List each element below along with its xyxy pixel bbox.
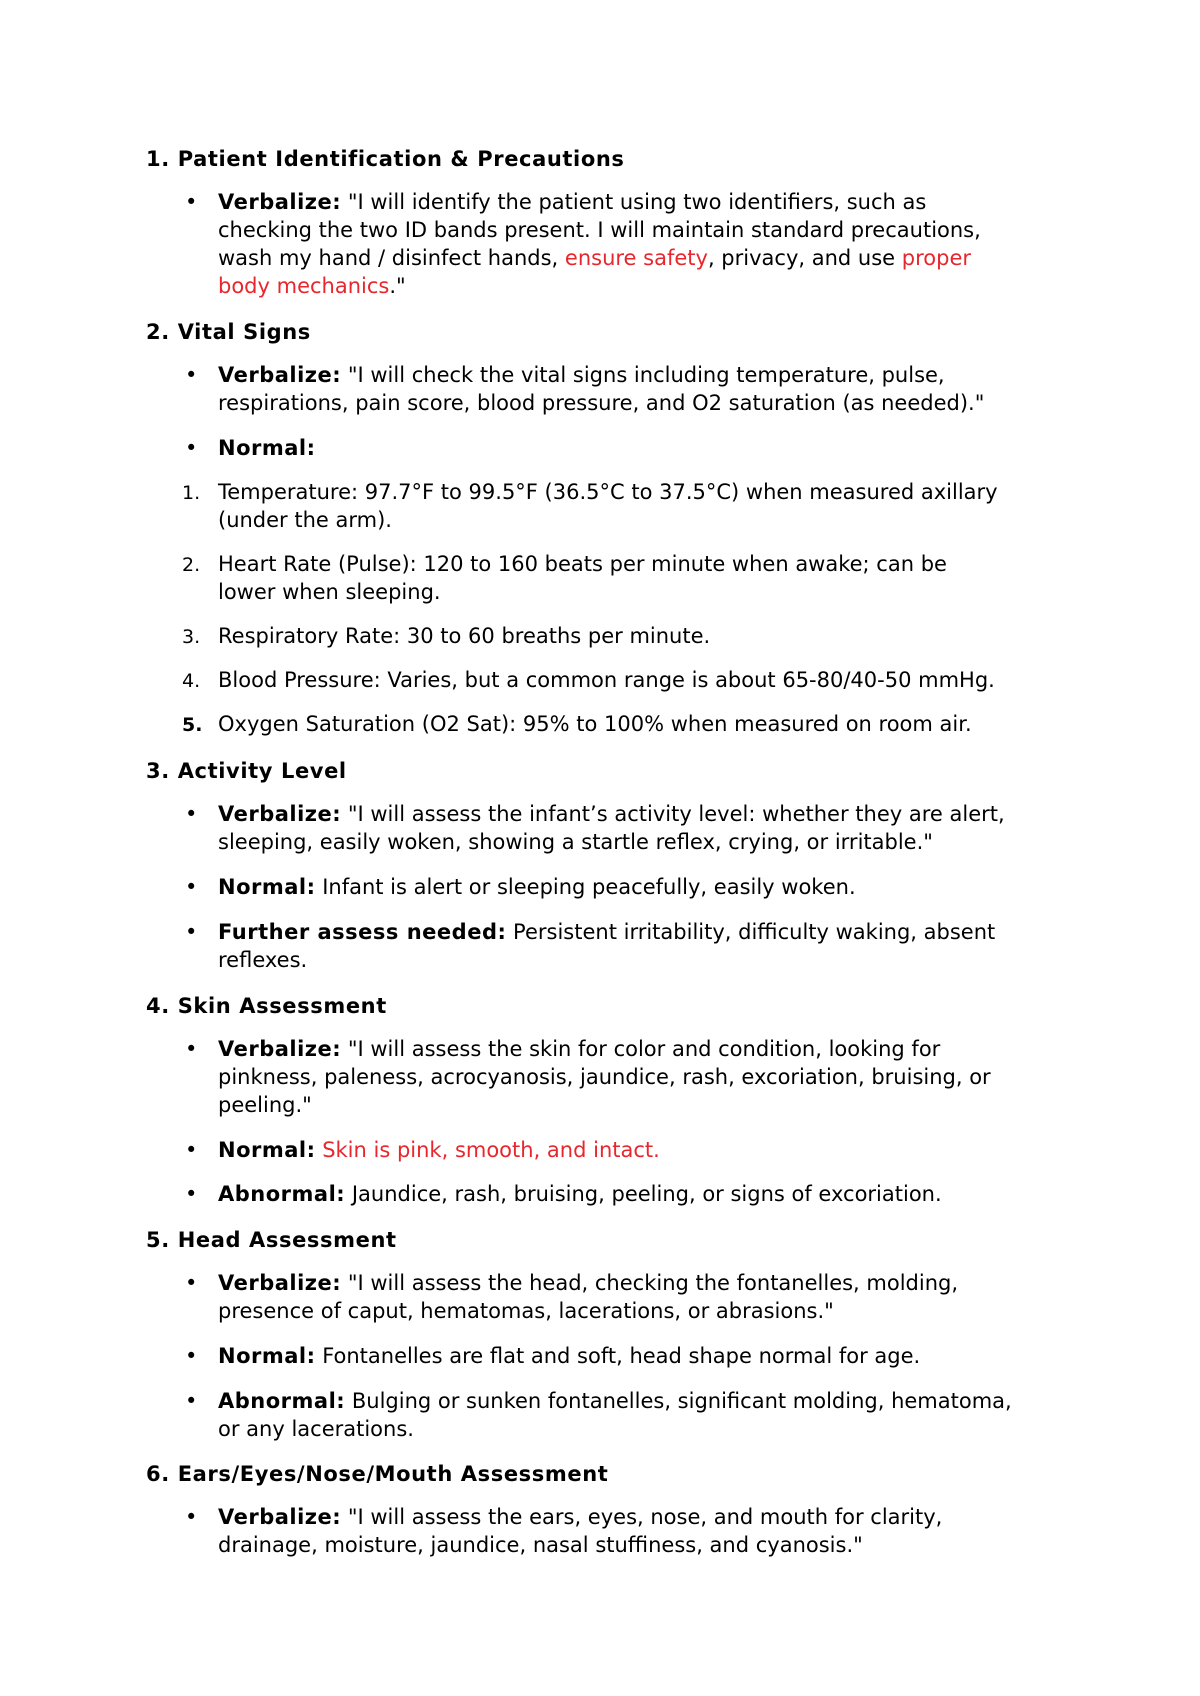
bullet-icon: •	[185, 190, 198, 214]
verbalize-label: Verbalize:	[218, 1271, 342, 1295]
section-heading-1: 1. Patient Identification & Precautions	[146, 147, 625, 171]
text-line: wash my hand / disinfect hands, ensure safety, privacy, and use proper	[218, 246, 971, 270]
highlighted-text: ensure safety	[564, 246, 708, 270]
further-assess-line: Further assess needed: Persistent irritability, difficulty waking, absent	[218, 920, 996, 944]
list-item: Heart Rate (Pulse): 120 to 160 beats per minute when awake; can be	[218, 552, 947, 576]
abnormal-label: Abnormal:	[218, 1182, 346, 1206]
text-line: body mechanics."	[218, 274, 406, 298]
text-line: checking the two ID bands present. I will maintain standard precautions,	[218, 218, 981, 242]
bullet-icon: •	[185, 920, 198, 944]
text-line: or any lacerations.	[218, 1417, 414, 1441]
normal-label: Normal:	[218, 875, 316, 899]
list-item: Blood Pressure: Varies, but a common range is about 65-80/40-50 mmHg.	[218, 668, 995, 692]
normal-label: Normal:	[218, 1138, 316, 1162]
bullet-icon: •	[185, 1505, 198, 1529]
section-heading-2: 2. Vital Signs	[146, 320, 311, 344]
bullet-icon: •	[185, 363, 198, 387]
text-line: sleeping, easily woken, showing a startle reflex, crying, or irritable."	[218, 830, 933, 854]
text-line: presence of caput, hematomas, lacerations, or abrasions."	[218, 1299, 834, 1323]
verbalize-line: Verbalize: "I will check the vital signs including temperature, pulse,	[218, 363, 945, 387]
verbalize-line: Verbalize: "I will assess the skin for color and condition, looking for	[218, 1037, 941, 1061]
verbalize-line: Verbalize: "I will assess the ears, eyes, nose, and mouth for clarity,	[218, 1505, 943, 1529]
abnormal-line: Abnormal: Bulging or sunken fontanelles, significant molding, hematoma,	[218, 1389, 1012, 1413]
list-item: lower when sleeping.	[218, 580, 441, 604]
verbalize-line: Verbalize: "I will assess the head, checking the fontanelles, molding,	[218, 1271, 959, 1295]
bullet-icon: •	[185, 1344, 198, 1368]
normal-line	[218, 1136, 660, 1164]
list-item: Temperature: 97.7°F to 99.5°F (36.5°C to 37.5°C) when measured axillary	[218, 480, 998, 504]
normal-line: Normal: Infant is alert or sleeping peacefully, easily woken.	[218, 875, 856, 899]
list-number: 5.	[182, 714, 203, 736]
highlighted-text: body mechanics	[218, 274, 390, 298]
verbalize-label: Verbalize:	[218, 1505, 342, 1529]
bullet-icon: •	[185, 1389, 198, 1413]
section-heading-5: 5. Head Assessment	[146, 1228, 397, 1252]
highlighted-text: proper	[901, 246, 971, 270]
verbalize-line: Verbalize: "I will identify the patient using two identifiers, such as	[218, 190, 927, 214]
bullet-icon: •	[185, 875, 198, 899]
verbalize-label: Verbalize:	[218, 1037, 342, 1061]
verbalize-label: Verbalize:	[218, 190, 342, 214]
verbalize-label: Verbalize:	[218, 363, 342, 387]
list-number: 3.	[182, 626, 201, 648]
verbalize-label: Verbalize:	[218, 802, 342, 826]
verbalize-line: Verbalize: "I will assess the infant’s activity level: whether they are alert,	[218, 802, 1005, 826]
normal-label: Normal:	[218, 1344, 316, 1368]
bullet-icon: •	[185, 1271, 198, 1295]
list-number: 4.	[182, 670, 201, 692]
text-line: pinkness, paleness, acrocyanosis, jaundice, rash, excoriation, bruising, or	[218, 1065, 991, 1089]
text-line: drainage, moisture, jaundice, nasal stuffiness, and cyanosis."	[218, 1533, 863, 1557]
abnormal-label: Abnormal:	[218, 1389, 346, 1413]
section-heading-6: 6. Ears/Eyes/Nose/Mouth Assessment	[146, 1462, 609, 1486]
highlighted-text: Skin is pink, smooth, and intact.	[315, 1138, 660, 1162]
list-item: Oxygen Saturation (O2 Sat): 95% to 100% when measured on room air.	[218, 712, 972, 736]
bullet-icon: •	[185, 1182, 198, 1206]
bullet-icon: •	[185, 802, 198, 826]
bullet-icon: •	[185, 1037, 198, 1061]
list-item: Respiratory Rate: 30 to 60 breaths per minute.	[218, 624, 711, 648]
normal-label: Normal:	[218, 436, 316, 460]
bullet-icon: •	[185, 1138, 198, 1162]
text-line: peeling."	[218, 1093, 312, 1117]
list-number: 2.	[182, 554, 201, 576]
text-line: respirations, pain score, blood pressure, and O2 saturation (as needed)."	[218, 391, 985, 415]
abnormal-line: Abnormal: Jaundice, rash, bruising, peeling, or signs of excoriation.	[218, 1182, 942, 1206]
further-assess-label: Further assess needed:	[218, 920, 507, 944]
normal-line: Normal: Fontanelles are flat and soft, head shape normal for age.	[218, 1344, 921, 1368]
section-heading-4: 4. Skin Assessment	[146, 994, 387, 1018]
bullet-icon: •	[185, 436, 198, 460]
section-heading-3: 3. Activity Level	[146, 759, 347, 783]
text-line: reflexes.	[218, 948, 308, 972]
list-number: 1.	[182, 482, 201, 504]
list-item: (under the arm).	[218, 508, 392, 532]
